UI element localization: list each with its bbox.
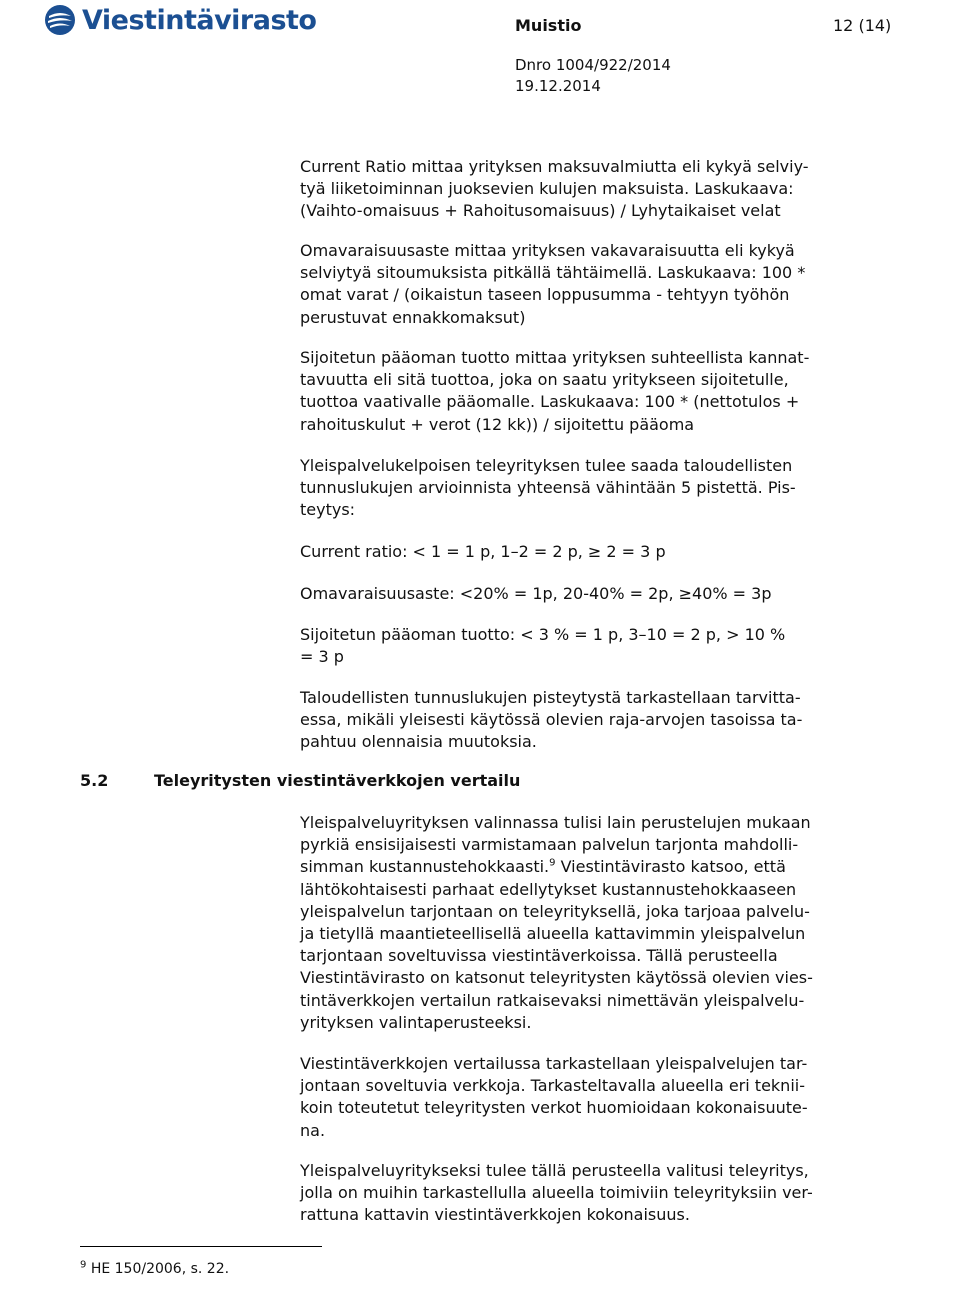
text-line: rattuna kattavin viestintäverkkojen kokonaisuus. <box>300 1205 690 1225</box>
document-type: Muistio <box>515 16 582 35</box>
text-line: Yleispalvelukelpoisen teleyrityksen tulee saada taloudellisten <box>300 456 793 475</box>
text-line: pyrkiä ensisijaisesti varmistamaan palvelun tarjonta mahdolli- <box>300 835 799 855</box>
text-line: rahoituskulut + verot (12 kk)) / sijoitettu pääoma <box>300 414 695 434</box>
text-line: tavuutta eli sitä tuottoa, joka on saatu yritykseen sijoitetulle, <box>300 370 789 390</box>
text-line: tarjontaan soveltuvissa viestintäverkoissa. Tällä perusteella <box>300 946 778 966</box>
text-line: koin toteutetut teleyritysten verkot huomioidaan kokonaisuute- <box>300 1098 808 1118</box>
score-omavaraisuusaste <box>300 583 892 605</box>
section-number: 5.2 <box>80 771 109 790</box>
document-number: Dnro 1004/922/2014 <box>515 56 671 74</box>
text-line: Current Ratio mittaa yrityksen maksuvalmiutta eli kykyä selviy- <box>300 157 809 176</box>
text-line: Current ratio: < 1 = 1 p, 1–2 = 2 p, ≥ 2 = 3 p <box>300 542 666 561</box>
section-heading <box>80 771 520 790</box>
section-paragraph-1 <box>300 812 892 1034</box>
footnote-number: 9 <box>80 1259 87 1271</box>
page-number: 12 (14) <box>833 16 892 35</box>
score-current-ratio <box>300 541 892 563</box>
footnote-separator <box>80 1246 322 1247</box>
paragraph-yleispalvelukelpoisen <box>300 455 892 522</box>
text-line: essa, mikäli yleisesti käytössä olevien raja-arvojen tasoissa ta- <box>300 710 803 730</box>
text-fragment: simman kustannustehokkaasti. <box>300 857 550 877</box>
text-line: Omavaraisuusaste: <20% = 1p, 20-40% = 2p, ≥40% = 3p <box>300 584 772 603</box>
text-line: teytys: <box>300 500 356 520</box>
text-line: lähtökohtaisesti parhaat edellytykset kustannustehokkaaseen <box>300 879 797 899</box>
text-line: jontaan soveltuvia verkkoja. Tarkasteltavalla alueella eri teknii- <box>300 1076 805 1096</box>
text-line: tintäverkkojen vertailun ratkaisevaksi nimettävän yleispalvelu- <box>300 990 805 1010</box>
text-line <box>300 856 892 878</box>
text-line: Yleispalveluyrityksen valinnassa tulisi lain perustelujen mukaan <box>300 813 811 832</box>
logo-mark-icon <box>44 4 76 36</box>
text-line: Viestintävirasto on katsonut teleyritysten käytössä olevien vies- <box>300 968 813 988</box>
text-line: ja tietyllä maantieteellisellä alueella kattavimmin yleispalvelun <box>300 924 806 944</box>
text-line: Taloudellisten tunnuslukujen pisteytystä tarkastellaan tarvitta- <box>300 688 801 707</box>
text-line: yleispalvelun tarjontaan on teleyrityksellä, joka tarjoaa palvelu- <box>300 901 810 921</box>
text-line: pahtuu olennaisia muutoksia. <box>300 732 537 752</box>
text-line: selviytyä sitoumuksista pitkällä tähtäimellä. Laskukaava: 100 * <box>300 263 806 283</box>
section-title: Teleyritysten viestintäverkkojen vertailu <box>154 771 521 790</box>
text-line: (Vaihto-omaisuus + Rahoitusomaisuus) / Lyhytaikaiset velat <box>300 201 781 221</box>
logo-text: Viestintävirasto <box>82 4 317 36</box>
document-date: 19.12.2014 <box>515 77 601 95</box>
text-line: Sijoitetun pääoman tuotto: < 3 % = 1 p, 3–10 = 2 p, > 10 % <box>300 625 786 644</box>
paragraph-sijoitetun-paaoman-tuotto <box>300 347 892 436</box>
footnote-text: HE 150/2006, s. 22. <box>86 1261 230 1277</box>
text-line: tyä liiketoiminnan juoksevien kulujen maksuista. Laskukaava: <box>300 179 794 199</box>
text-line: Sijoitetun pääoman tuotto mittaa yrityksen suhteellista kannat- <box>300 348 810 367</box>
paragraph-omavaraisuusaste <box>300 240 892 329</box>
footnote <box>80 1261 229 1277</box>
score-sijoitetun-paaoman-tuotto <box>300 624 892 668</box>
text-line: Omavaraisuusaste mittaa yrityksen vakavaraisuutta eli kykyä <box>300 241 795 260</box>
text-line: omat varat / (oikaistun taseen loppusumma - tehtyyn työhön <box>300 285 790 305</box>
text-line: na. <box>300 1120 326 1140</box>
section-paragraph-2 <box>300 1053 892 1142</box>
paragraph-taloudellisten <box>300 687 892 754</box>
text-fragment: Viestintävirasto katsoo, että <box>555 857 786 877</box>
text-line: tunnuslukujen arvioinnista yhteensä vähintään 5 pistettä. Pis- <box>300 478 796 498</box>
paragraph-current-ratio <box>300 156 892 223</box>
text-line: tuottoa vaativalle pääomalle. Laskukaava: 100 * (nettotulos + <box>300 392 800 412</box>
footnote-reference[interactable]: 9 <box>549 858 556 870</box>
text-line: Yleispalveluyritykseksi tulee tällä perusteella valitusi teleyritys, <box>300 1161 809 1180</box>
text-line: yrityksen valintaperusteeksi. <box>300 1012 532 1032</box>
text-line: perustuvat ennakkomaksut) <box>300 307 526 327</box>
text-line: jolla on muihin tarkastellulla alueella toimiviin teleyrityksiin ver- <box>300 1183 813 1203</box>
text-line: Viestintäverkkojen vertailussa tarkastellaan yleispalvelujen tar- <box>300 1054 808 1073</box>
viestintavirasto-logo <box>44 4 317 36</box>
text-line: = 3 p <box>300 647 344 667</box>
section-paragraph-3 <box>300 1160 892 1227</box>
